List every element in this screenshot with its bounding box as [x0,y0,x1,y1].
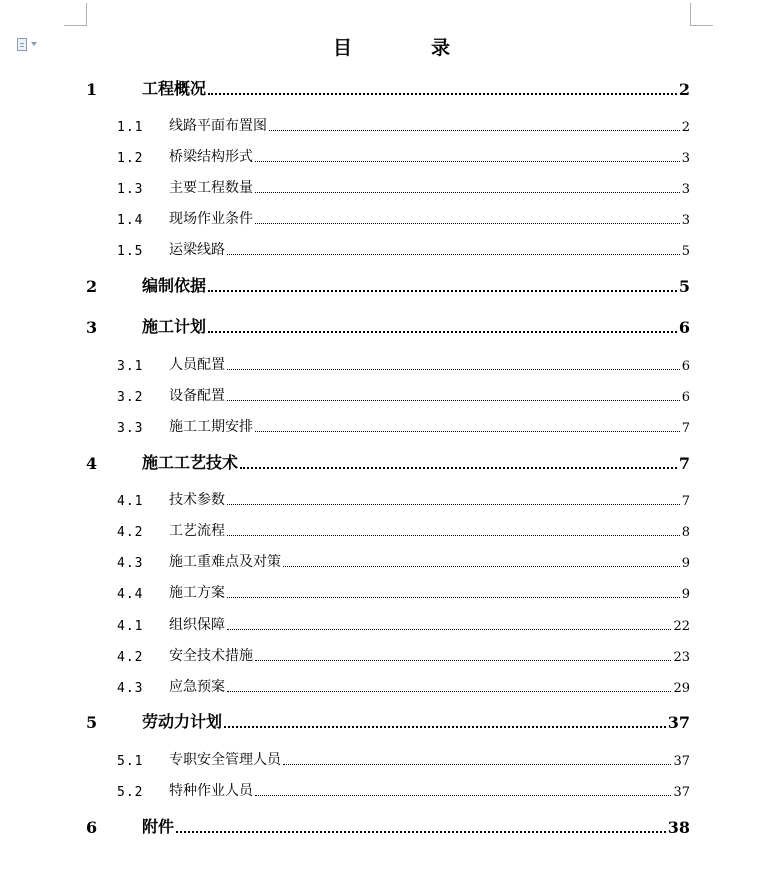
dot-leader [283,566,680,567]
toc-entry-page: 23 [673,650,690,665]
toc-entry[interactable] [86,747,690,769]
dot-leader [208,93,677,95]
toc-entry-label: 人员配置 [169,357,225,373]
dot-leader [240,467,677,469]
toc-entry[interactable] [86,274,690,296]
toc-entry-number: 1.3 [117,182,144,197]
dot-leader [227,691,671,692]
toc-entry-number: 4.1 [117,494,144,509]
dot-leader [227,535,680,536]
toc-entry-number: 3.1 [117,359,144,374]
toc-entry[interactable] [86,113,690,135]
dot-leader [255,795,671,796]
toc-entry-number: 4.3 [117,556,144,571]
toc-entry-number: 4.4 [117,587,144,602]
toc-entry-page: 3 [681,151,690,166]
toc-entry-label: 技术参数 [169,492,225,508]
toc-entry[interactable] [86,580,690,602]
toc-entry-label: 附件 [142,817,175,836]
toc-entry[interactable] [86,487,690,509]
dot-leader [176,831,666,833]
toc-entry-label: 编制依据 [142,276,207,295]
toc-entry-number: 1.1 [117,120,144,135]
toc-entry-number: 1.4 [117,213,144,228]
toc-entry-label: 工程概况 [142,79,207,98]
dot-leader [224,726,666,728]
dot-leader [255,223,680,224]
toc-entry-page: 7 [681,421,690,436]
toc-entry-label: 专职安全管理人员 [169,752,281,768]
toc-entry-page: 5 [681,244,690,259]
toc-entry-page: 6 [681,359,690,374]
toc-entry-page: 7 [681,494,690,509]
toc-entry-page: 37 [673,754,690,769]
toc-entry[interactable] [86,206,690,228]
toc-entry-number: 3.3 [117,421,144,436]
toc-entry-label: 主要工程数量 [169,180,253,196]
dot-leader [227,254,680,255]
dot-leader [227,400,680,401]
dot-leader [208,331,677,333]
toc-entry[interactable] [86,144,690,166]
toc-entry-page: 3 [681,213,690,228]
toc-entry-number: 4.2 [117,650,144,665]
toc-entry[interactable] [86,175,690,197]
toc-entry-page: 8 [681,525,690,540]
toc-entry[interactable] [86,815,690,837]
dot-leader [255,192,680,193]
toc-entry-number: 4.2 [117,525,144,540]
toc-entry-page: 29 [673,681,690,696]
toc-entry-page: 5 [678,277,690,296]
toc-entry-label: 施工计划 [142,317,207,336]
toc-entry-label: 线路平面布置图 [169,118,267,134]
toc-entry-number: 3.2 [117,390,144,405]
toc-entry-number: 1.2 [117,151,144,166]
toc-entry-number: 4.1 [117,619,144,634]
toc-entry-number: 3 [86,318,98,337]
toc-entry-page: 22 [673,619,690,634]
dot-leader [255,660,671,661]
dot-leader [255,431,680,432]
toc-entry-number: 4 [86,454,98,473]
toc-entry-page: 6 [678,318,690,337]
dot-leader [227,369,680,370]
toc-entry-page: 3 [681,182,690,197]
toc-entry-page: 9 [681,556,690,571]
toc-entry[interactable] [86,414,690,436]
toc-entry-page: 2 [678,80,690,99]
toc-entry-page: 37 [673,785,690,800]
dot-leader [208,290,677,292]
toc-entry[interactable] [86,643,690,665]
toc-entry-label: 施工方案 [169,585,225,601]
toc-entry-page: 7 [678,454,690,473]
toc-entry[interactable] [86,352,690,374]
toc-entry-number: 5 [86,713,98,732]
toc-entry[interactable] [86,674,690,696]
toc-entry-label: 应急预案 [169,679,225,695]
toc-title: 目 录 [332,37,480,59]
toc-entry-label: 施工重难点及对策 [169,554,281,570]
toc-entry-number: 2 [86,277,98,296]
toc-entry-page: 6 [681,390,690,405]
toc-entry[interactable] [86,612,690,634]
toc-entry[interactable] [86,518,690,540]
dot-leader [227,504,680,505]
toc-entry-page: 37 [667,713,690,732]
dot-leader [227,629,671,630]
toc-entry-number: 5.2 [117,785,144,800]
dot-leader [283,764,671,765]
toc-entry-label: 工艺流程 [169,523,225,539]
toc-entry-number: 1.5 [117,244,144,259]
toc-entry-label: 劳动力计划 [142,712,223,731]
toc-entry-label: 施工工艺技术 [142,453,239,472]
toc-entry[interactable] [86,710,690,732]
toc-entry-label: 施工工期安排 [169,419,253,435]
toc-entry[interactable] [86,451,690,473]
toc-entry-number: 5.1 [117,754,144,769]
dot-leader [269,130,680,131]
toc-entry[interactable] [86,77,690,99]
toc-entry[interactable] [86,778,690,800]
page-corner-mark-left [64,3,87,26]
toc-entry-label: 桥梁结构形式 [169,149,253,165]
toc-entry[interactable] [86,383,690,405]
toc-entry-number: 6 [86,818,98,837]
toc-entry-label: 现场作业条件 [169,211,253,227]
toc-entry[interactable] [86,315,690,337]
toc-entry-page: 2 [681,120,690,135]
toc-entry-label: 组织保障 [169,617,225,633]
dot-leader [227,597,680,598]
toc-entry-page: 9 [681,587,690,602]
toc-entry-label: 运梁线路 [169,242,225,258]
toc-entry-label: 特种作业人员 [169,783,253,799]
toc-entry[interactable] [86,237,690,259]
toc-entry-number: 4.3 [117,681,144,696]
toc-entry[interactable] [86,549,690,571]
toc-entry-label: 设备配置 [169,388,225,404]
page-corner-mark-right [690,3,713,26]
toc-entry-page: 38 [667,818,690,837]
toc-entry-number: 1 [86,80,98,99]
toc-entry-label: 安全技术措施 [169,648,253,664]
dot-leader [255,161,680,162]
